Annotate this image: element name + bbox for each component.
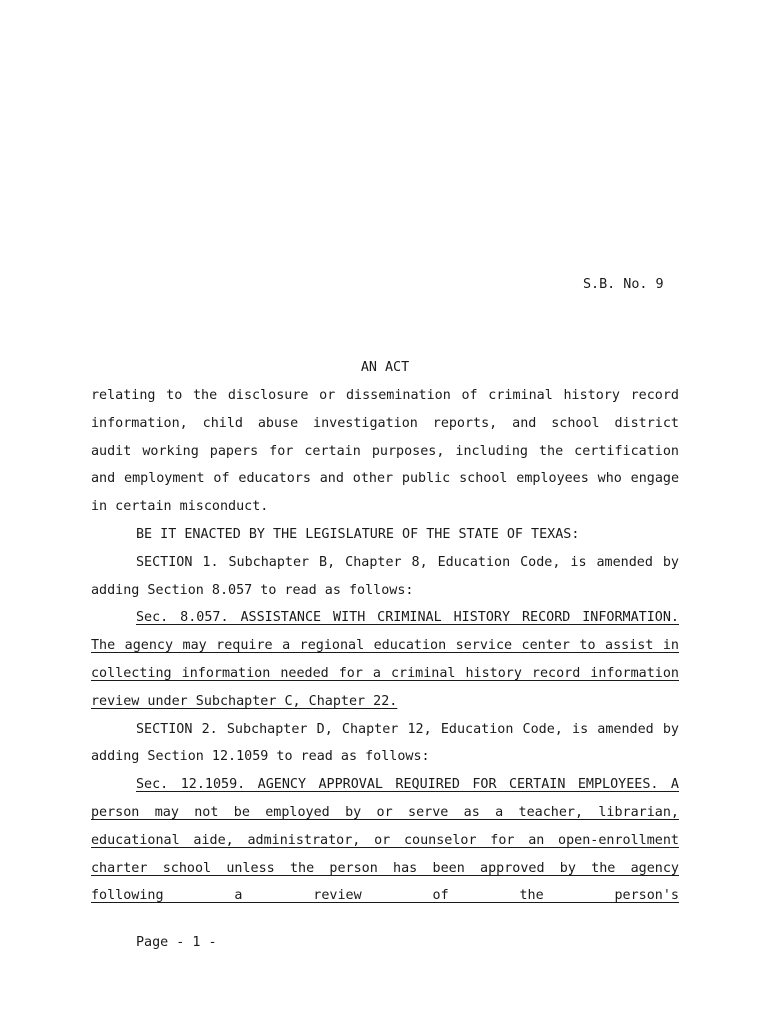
enacting-clause: BE IT ENACTED BY THE LEGISLATURE OF THE STATE OF TEXAS: (136, 526, 580, 542)
section-2-intro: SECTION 2. Subchapter D, Chapter 12, Education Code, is amended by adding Section 12.1059 to read as follows: (91, 721, 679, 765)
act-title: AN ACT (360, 360, 410, 375)
page-number: Page - 1 - (136, 935, 217, 950)
bill-body (91, 382, 679, 910)
section-1-added-text: Sec. 8.057. ASSISTANCE WITH CRIMINAL HISTORY RECORD INFORMATION. The agency may require a regional education service center to assist in collecting information needed for a criminal history record information review under Subchapter C, Chapter 22. (91, 610, 679, 709)
bill-number: S.B. No. 9 (583, 277, 664, 292)
section-2-added-text: Sec. 12.1059. AGENCY APPROVAL REQUIRED FOR CERTAIN EMPLOYEES. A person may not be employed by or serve as a teacher, librarian, educational aide, administrator, or counselor for an open-enrollment charter school unless the person has been approved by the agency following a review of the person's (91, 777, 679, 904)
caption-paragraph: relating to the disclosure or dissemination of criminal history record information, child abuse investigation reports, and school district audit working papers for certain purposes, including the certification and employment of educators and other public school employees who engage in certain misconduct. (91, 388, 679, 515)
section-1-intro: SECTION 1. Subchapter B, Chapter 8, Education Code, is amended by adding Section 8.057 to read as follows: (91, 554, 679, 598)
